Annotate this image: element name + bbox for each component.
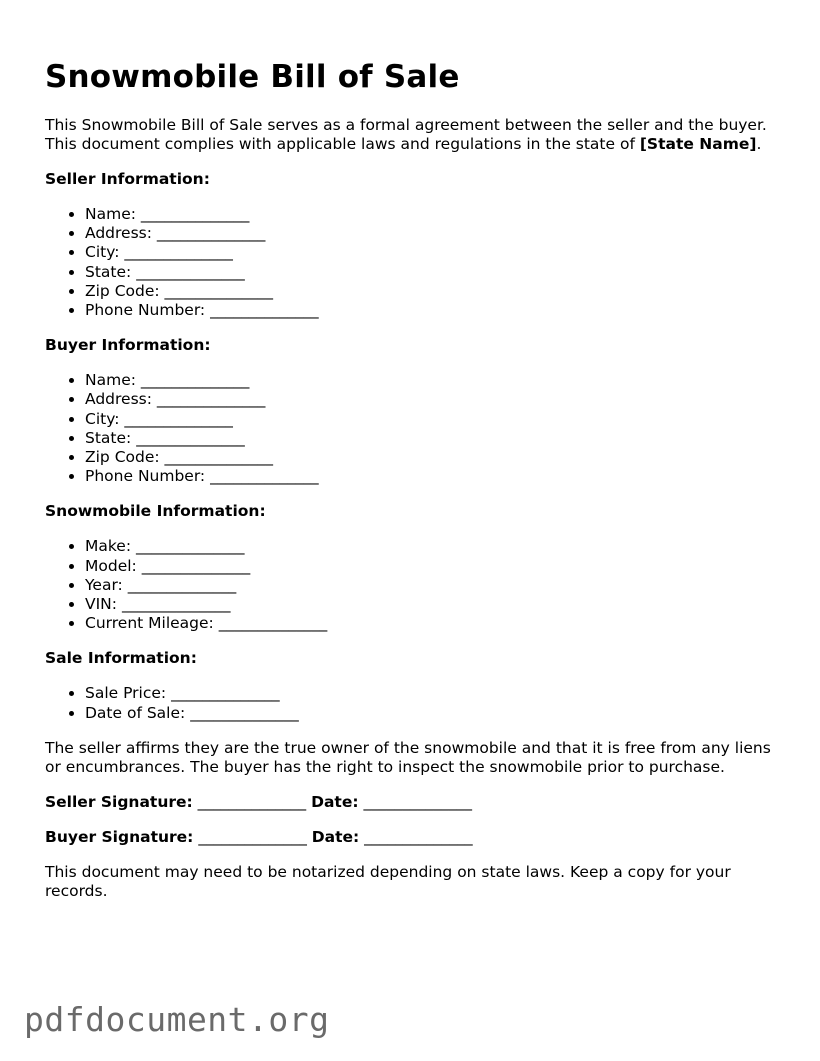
document-page — [45, 58, 785, 901]
seller-state-field — [85, 263, 785, 282]
field-label: Phone Number: — [85, 301, 206, 320]
sale-price-field — [85, 684, 785, 703]
buyer-state-field — [85, 429, 785, 448]
buyer-date-label: Date: — [311, 827, 360, 846]
seller-address-field — [85, 224, 785, 243]
seller-zip-field — [85, 282, 785, 301]
watermark: pdfdocument.org — [24, 1000, 330, 1039]
fill-blank: ______________ — [156, 224, 266, 243]
field-label: Make: — [85, 537, 132, 556]
field-label: Model: — [85, 556, 137, 575]
snowmobile-make-field — [85, 537, 785, 556]
fill-blank: ______________ — [121, 595, 231, 614]
state-name-placeholder: [State Name] — [639, 135, 757, 153]
signature-blank: ______________ — [198, 827, 307, 846]
buyer-signature-line — [45, 828, 785, 847]
seller-name-field — [85, 205, 785, 224]
snowmobile-vin-field — [85, 595, 785, 614]
seller-phone-field — [85, 301, 785, 320]
fill-blank: ______________ — [140, 205, 250, 223]
snowmobile-model-field — [85, 557, 785, 576]
field-label: Name: — [85, 371, 136, 390]
fill-blank: ______________ — [124, 409, 233, 428]
sale-heading: Sale Information: — [45, 649, 197, 668]
field-label: State: — [85, 262, 132, 281]
date-blank: ______________ — [364, 827, 473, 846]
fill-blank: ______________ — [140, 371, 250, 390]
field-label: City: — [85, 409, 120, 428]
fill-blank: ______________ — [136, 537, 245, 556]
field-label: City: — [85, 243, 120, 262]
notary-notice: This document may need to be notarized depending on state laws. Keep a copy for your records. — [45, 862, 731, 900]
fill-blank: ______________ — [164, 448, 274, 467]
snowmobile-field-list — [45, 537, 785, 633]
fill-blank: ______________ — [136, 428, 245, 447]
fill-blank: ______________ — [171, 684, 280, 703]
fill-blank: ______________ — [210, 467, 319, 486]
fill-blank: ______________ — [127, 575, 237, 594]
field-label: Current Mileage: — [85, 614, 214, 633]
intro-end: . — [756, 135, 762, 153]
buyer-address-field — [85, 390, 785, 409]
field-label: VIN: — [85, 595, 117, 614]
buyer-signature-label: Buyer Signature: — [45, 827, 194, 846]
seller-heading: Seller Information: — [45, 170, 210, 188]
field-label: Year: — [85, 575, 123, 594]
buyer-city-field — [85, 410, 785, 429]
field-label: Address: — [85, 224, 152, 243]
field-label: Name: — [85, 205, 136, 223]
intro-paragraph — [45, 116, 785, 154]
field-label: Date of Sale: — [85, 703, 186, 722]
seller-city-field — [85, 243, 785, 262]
seller-signature-line — [45, 793, 785, 812]
signature-blank: ______________ — [197, 792, 307, 811]
buyer-heading: Buyer Information: — [45, 336, 211, 355]
sale-field-list — [45, 684, 785, 722]
fill-blank: ______________ — [210, 301, 319, 320]
field-label: State: — [85, 428, 132, 447]
seller-date-label: Date: — [311, 792, 359, 811]
snowmobile-year-field — [85, 576, 785, 595]
field-label: Zip Code: — [85, 281, 160, 300]
field-label: Zip Code: — [85, 448, 160, 467]
snowmobile-mileage-field — [85, 614, 785, 633]
intro-text: This Snowmobile Bill of Sale serves as a formal agreement between the seller and the buyer. This document complies with applicable laws and regulations in the state of — [45, 116, 767, 153]
date-blank: ______________ — [363, 792, 472, 811]
snowmobile-heading: Snowmobile Information: — [45, 502, 266, 521]
fill-blank: ______________ — [156, 390, 266, 409]
affirmation-paragraph: The seller affirms they are the true owner of the snowmobile and that it is free from any liens or encumbrances. The buyer has the right to inspect the snowmobile prior to purchase. — [45, 738, 771, 776]
buyer-name-field — [85, 371, 785, 390]
buyer-phone-field — [85, 467, 785, 486]
sale-date-field — [85, 704, 785, 723]
field-label: Sale Price: — [85, 684, 167, 703]
fill-blank: ______________ — [164, 281, 274, 300]
seller-signature-label: Seller Signature: — [45, 792, 193, 811]
fill-blank: ______________ — [141, 556, 251, 575]
document-title: Snowmobile Bill of Sale — [45, 59, 460, 95]
buyer-zip-field — [85, 448, 785, 467]
fill-blank: ______________ — [218, 614, 328, 633]
seller-field-list — [45, 205, 785, 320]
fill-blank: ______________ — [190, 703, 299, 722]
field-label: Address: — [85, 390, 152, 409]
field-label: Phone Number: — [85, 467, 206, 486]
buyer-field-list — [45, 371, 785, 486]
fill-blank: ______________ — [136, 262, 245, 281]
fill-blank: ______________ — [124, 243, 233, 262]
